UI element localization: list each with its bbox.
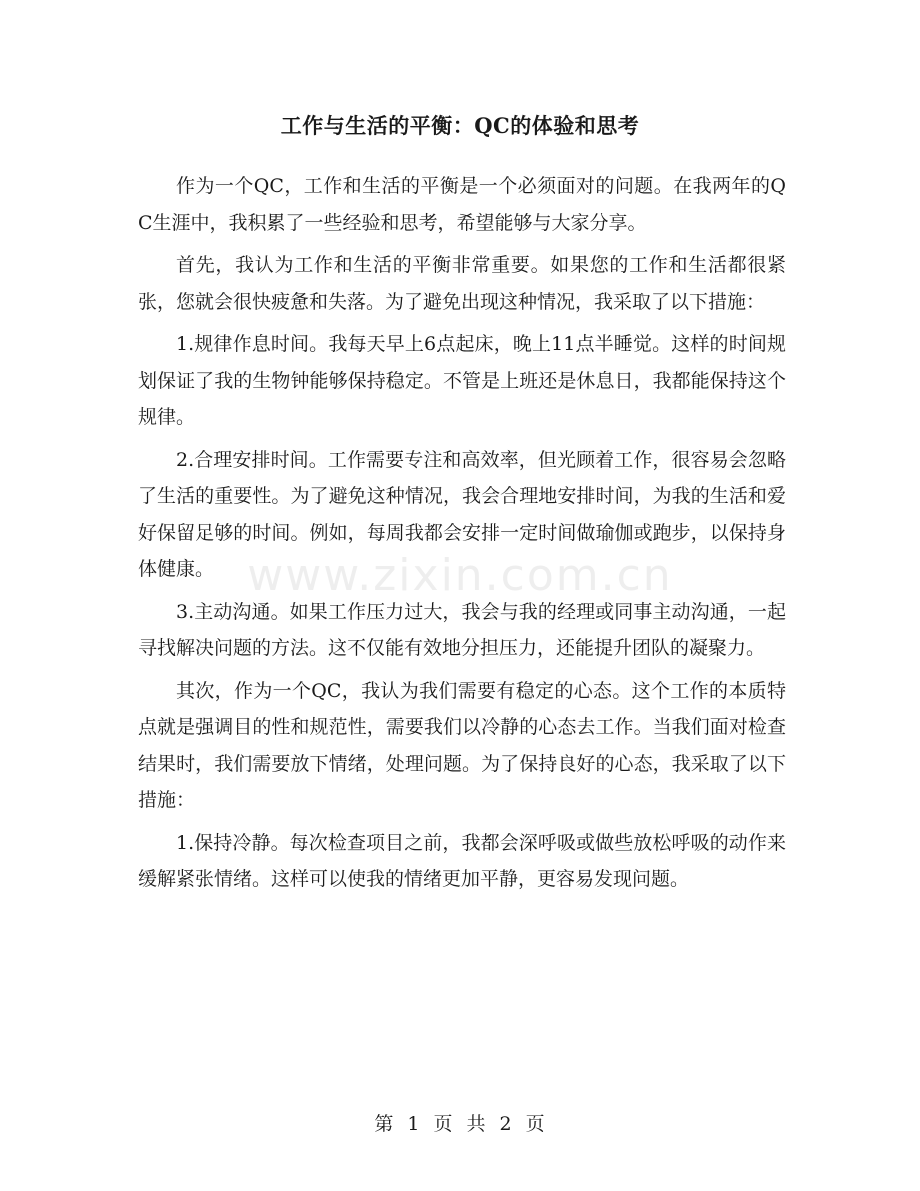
paragraph-measure-1: 1.规律作息时间。我每天早上6点起床，晚上11点半睡觉。这样的时间规划保证了我的生物钟能够保持稳定。不管是上班还是休息日，我都能保持这个规律。 (138, 333, 786, 428)
document-title: 工作与生活的平衡：QC的体验和思考 (280, 113, 640, 138)
page-number-footer: 第 1 页 共 2 页 (374, 1113, 546, 1135)
document-body (138, 168, 786, 904)
paragraph-measure-3: 3.主动沟通。如果工作压力过大，我会与我的经理或同事主动沟通，一起寻找解决问题的方法。这不仅能有效地分担压力，还能提升团队的凝聚力。 (138, 600, 786, 659)
paragraph-mindset-measure-1: 1.保持冷静。每次检查项目之前，我都会深呼吸或做些放松呼吸的动作来缓解紧张情绪。这样可以使我的情绪更加平静，更容易发现问题。 (138, 831, 786, 890)
paragraph-measure-2: 2.合理安排时间。工作需要专注和高效率，但光顾着工作，很容易会忽略了生活的重要性。为了避免这种情况，我会合理地安排时间，为我的生活和爱好保留足够的时间。例如，每周我都会安排一定时间做瑜伽或跑步，以保持身体健康。 (138, 448, 786, 580)
paragraph-balance-importance: 首先，我认为工作和生活的平衡非常重要。如果您的工作和生活都很紧张，您就会很快疲惫和失落。为了避免出现这种情况，我采取了以下措施： (138, 254, 786, 313)
paragraph-intro: 作为一个QC，工作和生活的平衡是一个必须面对的问题。在我两年的QC生涯中，我积累了一些经验和思考，希望能够与大家分享。 (138, 175, 786, 234)
watermark: www.zixin.com.cn (247, 550, 673, 601)
paragraph-mindset: 其次，作为一个QC，我认为我们需要有稳定的心态。这个工作的本质特点就是强调目的性和规范性，需要我们以冷静的心态去工作。当我们面对检查结果时，我们需要放下情绪，处理问题。为了保持良好的心态，我采取了以下措施： (138, 679, 786, 811)
